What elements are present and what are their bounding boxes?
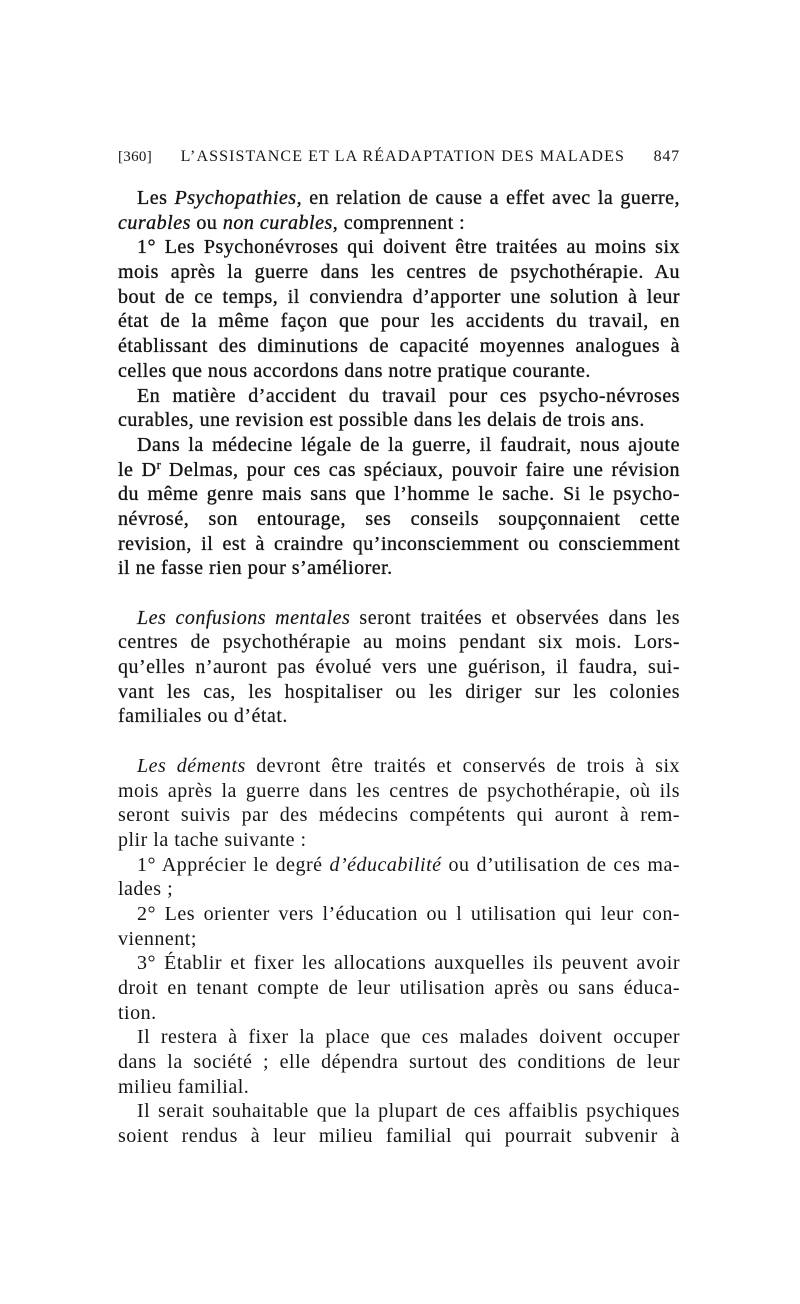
text-run: ou d’utilisation de ces ma- [441,853,680,876]
text-line [118,606,680,631]
text-line [118,1025,680,1050]
paragraph [118,754,680,853]
text-run: , en relation de cause a effet avec la guerre, [296,187,680,209]
text-run: celles que nous accordons dans notre pratique courante. [118,359,591,382]
paragraph [118,1099,680,1148]
paragraph [118,384,680,433]
text-line [118,532,680,557]
text-line [118,680,680,705]
text-run: Il restera à fixer la place que ces malades doivent occuper [137,1026,680,1049]
text-line [118,211,680,236]
paragraph [118,1025,680,1099]
text-run: Les [137,187,175,209]
text-line [118,1124,680,1149]
text-run: familiales ou d’état. [118,705,288,728]
text-line [118,902,680,927]
text-line [118,235,680,260]
paragraph [118,853,680,902]
text-run: le D [118,458,157,481]
text-run: , comprennent : [332,211,466,234]
text-line [118,334,680,359]
text-line [118,877,680,902]
paragraph [118,186,680,235]
text-line [118,754,680,779]
text-line [118,704,680,729]
text-line [118,1050,680,1075]
body-text [118,186,680,1149]
text-run: dans la société ; elle dépendra surtout des conditions de leur [118,1051,680,1074]
italic-text: non curables [222,211,333,234]
text-run: viennent; [118,927,197,950]
italic-text: Les déments [137,754,246,777]
italic-text: Les confusions mentales [137,606,351,629]
paragraph [118,235,680,383]
text-line [118,655,680,680]
text-line [118,433,680,458]
paragraph [118,902,680,951]
text-run: mois après la guerre dans les centres de psychothérapie, où ils [118,779,680,802]
text-line [118,507,680,532]
text-run: centres de psychothérapie au moins pendant six mois. Lors- [118,631,680,654]
text-run: milieu familial. [118,1075,250,1098]
text-line [118,828,680,853]
text-run: seront suivis par des médecins compétents qui auront à rem- [118,804,680,827]
text-run: qu’elles n’auront pas évolué vers une guérison, il faudra, sui- [118,656,680,679]
text-run: 1° Les Psychonévroses qui doivent être traitées au moins six [137,236,680,259]
text-run: état de la même façon que pour les accidents du travail, en [118,310,680,333]
page-number: 847 [653,148,680,165]
text-run: du même genre mais sans que l’homme le sache. Si le psycho- [118,483,680,506]
text-run: bout de ce temps, il conviendra d’apporter une solution à leur [118,285,680,308]
text-run: seront traitées et observées dans les [350,606,680,629]
italic-text: curables [118,211,191,234]
superscript-text: r [156,457,161,472]
text-run: plir la tache suivante : [118,828,307,851]
text-run: 1° Apprécier le degré [137,853,330,876]
text-line [118,359,680,384]
text-line [118,458,680,483]
text-run: Il serait souhaitable que la plupart de ces affaiblis psychiques [137,1100,680,1123]
running-title: L’ASSISTANCE ET LA RÉADAPTATION DES MALADES [180,148,625,165]
text-line [118,285,680,310]
text-line [118,556,680,581]
paragraph [118,606,680,729]
text-section [118,186,680,581]
text-section [118,754,680,1149]
text-section [118,606,680,729]
text-line [118,853,680,878]
text-run: Dans la médecine légale de la guerre, il faudrait, nous ajoute [137,433,680,456]
italic-text: d’éducabilité [329,853,442,876]
italic-text: Psychopathies [174,187,297,209]
text-run: droit en tenant compte de leur utilisation après ou sans éduca- [118,977,680,999]
text-run: revision, il est à craindre qu’inconsciemment ou consciemment [118,532,680,555]
text-run: soient rendus à leur milieu familial qui pourrait subvenir à [118,1125,680,1148]
text-line [118,951,680,976]
text-line [118,384,680,409]
text-run: curables, une revision est possible dans les delais de trois ans. [118,409,645,432]
text-line [118,1075,680,1100]
text-run: 3° Établir et fixer les allocations auxquelles ils peuvent avoir [137,952,680,975]
section-number: [360] [118,149,152,165]
text-line [118,976,680,1001]
text-run: ou [190,211,223,234]
text-run: Delmas, pour ces cas spéciaux, pouvoir faire une révision [160,458,680,481]
text-line [118,1099,680,1124]
text-line [118,1001,680,1026]
paragraph [118,951,680,1025]
text-line [118,408,680,433]
text-run: mois après la guerre dans les centres de psychothérapie. Au [118,261,680,284]
text-line [118,927,680,952]
text-line [118,779,680,804]
text-run: il ne fasse rien pour s’améliorer. [118,557,393,580]
text-run: 2° Les orienter vers l’éducation ou l utilisation qui leur con- [137,902,680,925]
text-run: lades ; [118,878,174,901]
text-line [118,630,680,655]
text-run: devront être traités et conservés de trois à six [245,754,681,777]
text-line [118,260,680,285]
text-run: vant les cas, les hospitaliser ou les diriger sur les colonies [118,680,680,703]
text-run: établissant des diminutions de capacité moyennes analogues à [118,335,680,358]
text-line [118,482,680,507]
text-line [118,803,680,828]
text-line [118,309,680,334]
text-run: névrosé, son entourage, ses conseils soupçonnaient cette [118,507,680,530]
text-line [118,186,680,211]
text-run: En matière d’accident du travail pour ces psycho-névroses [137,384,680,407]
paragraph [118,433,680,581]
text-run: tion. [118,1001,157,1024]
running-head [118,146,680,168]
